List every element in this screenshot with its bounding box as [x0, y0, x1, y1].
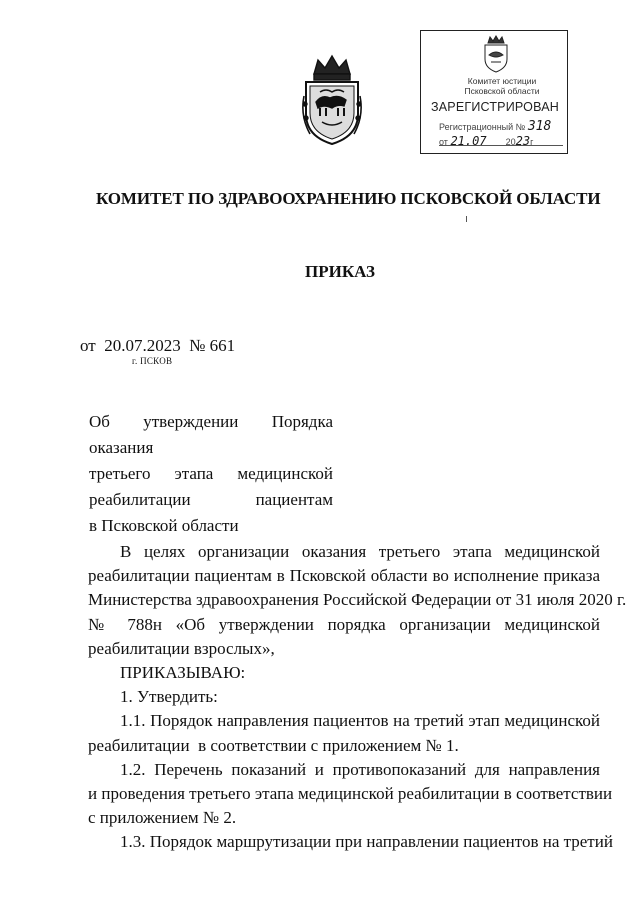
stamp-underline [439, 145, 563, 146]
order-subject [89, 409, 333, 539]
body-line: ПРИКАЗЫВАЮ: [120, 663, 246, 683]
body-line: реабилитации пациентам в Псковской области во исполнение приказа [88, 566, 600, 586]
stamp-year-prefix: 20 [505, 137, 516, 147]
body-line: с приложением № 2. [88, 808, 237, 828]
stamp-org-line1: Комитет юстиции [467, 76, 537, 86]
registration-stamp [420, 30, 568, 154]
order-body [88, 540, 627, 855]
body-line: В целях организации оказания третьего этапа медицинской [120, 542, 600, 561]
order-city: г. ПСКОВ [132, 356, 173, 366]
order-date-number: от 20.07.2023 № 661 [80, 336, 236, 355]
item-1-3 [88, 830, 613, 854]
subject-line: третьего этапа медицинской [89, 464, 333, 483]
item-1 [88, 685, 600, 709]
order-title: ПРИКАЗ [305, 262, 375, 281]
committee-name: КОМИТЕТ ПО ЗДРАВООХРАНЕНИЮ ПСКОВСКОЙ ОБЛАСТИ [96, 189, 601, 208]
body-line: 1.1. Порядок направления пациентов на третий этап медицинской [120, 711, 600, 731]
stamp-reg-number-label: Регистрационный № [439, 122, 526, 132]
body-line: Министерства здравоохранения Российской Федерации от 31 июля 2020 г. [88, 590, 627, 610]
item-1-2 [88, 758, 613, 831]
stamp-reg-number-row [439, 119, 551, 134]
stamp-year-handwritten: 23 [515, 134, 531, 148]
subject-line: в Псковской области [89, 516, 239, 535]
stamp-date-handwritten: 21.07 [450, 134, 487, 148]
preamble-paragraph [88, 540, 627, 661]
stamp-organization [447, 76, 557, 96]
subject-line: Об утверждении Порядка оказания [89, 412, 333, 457]
stamp-date-prefix: от [439, 137, 448, 147]
coat-of-arms-icon [300, 52, 364, 148]
orders-heading [88, 661, 600, 685]
body-line: 1.3. Порядок маршрутизации при направлении пациентов на третий [120, 832, 613, 852]
stamp-coat-of-arms-icon [481, 35, 511, 73]
stamp-registered-label: ЗАРЕГИСТРИРОВАН [431, 100, 559, 114]
scan-mark [466, 216, 467, 222]
item-1-1 [88, 709, 600, 757]
stamp-reg-number: 318 [527, 119, 552, 134]
body-line: № 788н «Об утверждении порядка организации медицинской [88, 614, 600, 634]
subject-line: реабилитации пациентам [89, 490, 333, 509]
body-line: реабилитации в соответствии с приложением № 1. [88, 735, 459, 755]
stamp-org-line2: Псковской области [464, 86, 540, 96]
body-line: реабилитации взрослых», [88, 638, 275, 658]
stamp-year-suffix: г [530, 137, 534, 147]
body-line: и проведения третьего этапа медицинской реабилитации в соответствии [88, 784, 613, 804]
body-line: 1.2. Перечень показаний и противопоказаний для направления [120, 759, 600, 779]
body-line: 1. Утвердить: [120, 687, 218, 707]
